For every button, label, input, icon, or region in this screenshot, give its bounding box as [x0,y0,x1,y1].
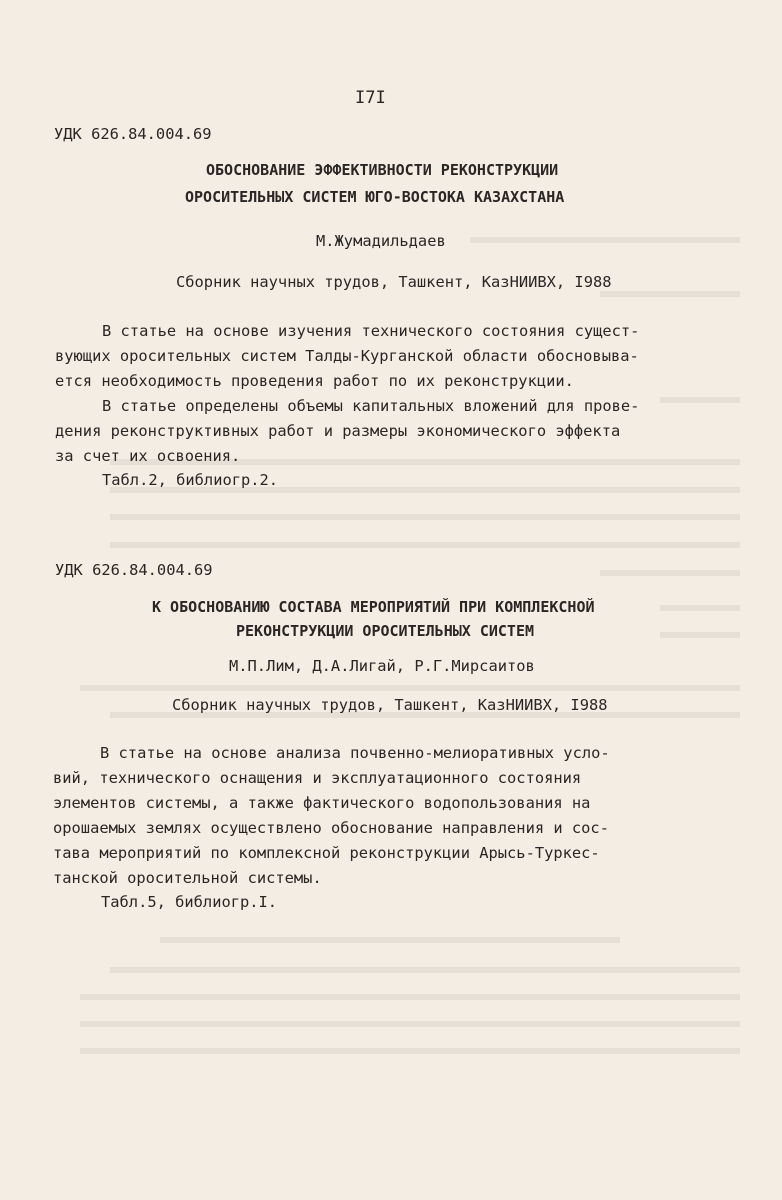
udc-code: УДК 626.84.004.69 [55,561,213,579]
article-title-line: РЕКОНСТРУКЦИИ ОРОСИТЕЛЬНЫХ СИСТЕМ [236,622,535,640]
article-title-line: ОБОСНОВАНИЕ ЭФФЕКТИВНОСТИ РЕКОНСТРУКЦИИ [206,161,559,179]
article-authors: М.Жумадильдаев [316,232,446,250]
article-title-line: К ОБОСНОВАНИЮ СОСТАВА МЕРОПРИЯТИЙ ПРИ КОМПЛЕКСНОЙ [152,598,595,616]
abstract-line: элементов системы, а также фактического водопользования на [53,794,591,812]
abstract-refs: Табл.2, библиогр.2. [102,471,279,489]
abstract-refs: Табл.5, библиогр.I. [101,893,278,911]
abstract-line: вий, технического оснащения и эксплуатационного состояния [53,769,582,787]
abstract-line: В статье определены объемы капитальных вложений для прове- [102,397,640,415]
udc-code: УДК 626.84.004.69 [54,125,212,143]
article-source: Сборник научных трудов, Ташкент, КазНИИВХ, I988 [172,696,608,714]
abstract-line: орошаемых землях осуществлено обоснование направления и сос- [53,819,609,837]
article-authors: М.П.Лим, Д.А.Лигай, Р.Г.Мирсаитов [229,657,535,675]
page-number: I7I [355,88,386,108]
abstract-line: В статье на основе анализа почвенно-мелиоративных усло- [100,744,610,762]
abstract-line: дения реконструктивных работ и размеры экономического эффекта [55,422,621,440]
article-title-line: ОРОСИТЕЛЬНЫХ СИСТЕМ ЮГО-ВОСТОКА КАЗАХСТАНА [185,188,565,206]
article-source: Сборник научных трудов, Ташкент, КазНИИВХ, I988 [176,273,612,291]
abstract-line: В статье на основе изучения технического состояния сущест- [102,322,640,340]
abstract-line: вующих оросительных систем Талды-Курганской области обосновыва- [55,347,639,365]
abstract-line: тава мероприятий по комплексной реконструкции Арысь-Туркес- [53,844,600,862]
abstract-line: за счет их освоения. [55,447,241,465]
abstract-line: танской оросительной системы. [53,869,322,887]
abstract-line: ется необходимость проведения работ по их реконструкции. [55,372,574,390]
